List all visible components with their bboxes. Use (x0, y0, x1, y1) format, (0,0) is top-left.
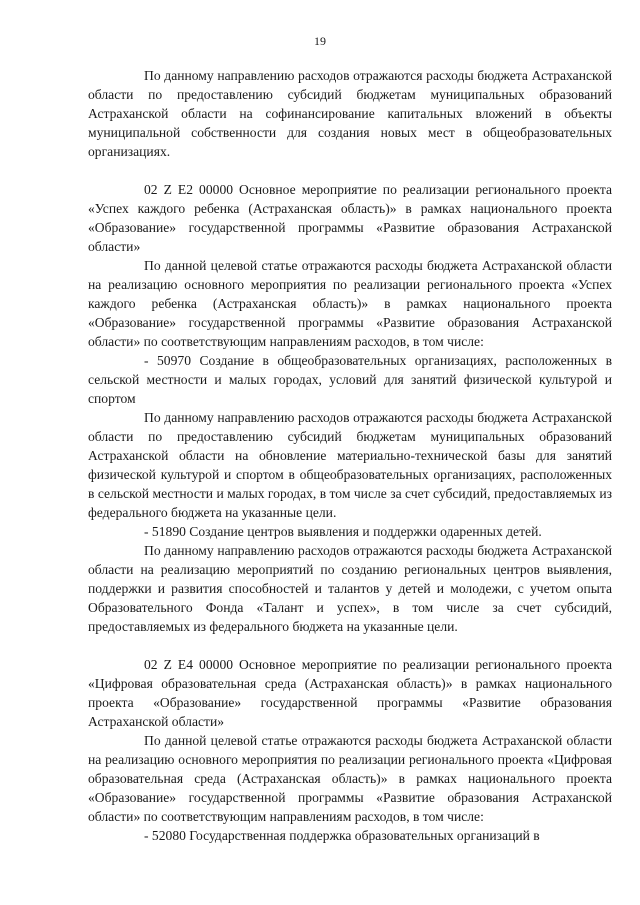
section-gap (88, 636, 612, 655)
paragraph-e4-description: По данной целевой статье отражаются расходы бюджета Астраханской области на реализацию основного мероприятия по реализации регионального проекта «Цифровая образовательная среда (Астраханская область)» в рамках национального проекта «Образование» государственной программы «Развитие образования Астраханской области» по соответствующим направлениям расходов, в том числе: (88, 733, 612, 824)
paragraph-e4-heading: 02 Z E4 00000 Основное мероприятие по реализации регионального проекта «Цифровая образовательная среда (Астраханская область)» в рамках национального проекта «Образование» государственной программы «Развитие образования Астраханской области» (88, 657, 612, 729)
paragraph-expenses-capital-investments: По данному направлению расходов отражаются расходы бюджета Астраханской области по предоставлению субсидий бюджетам муниципальных образований Астраханской области на софинансирование капитальных вложений в объекты муниципальной собственности для создания новых мест в общеобразовательных организациях. (88, 68, 612, 159)
paragraph-e2-description: По данной целевой статье отражаются расходы бюджета Астраханской области на реализацию основного мероприятия по реализации регионального проекта «Успех каждого ребенка (Астраханская область)» в рамках национального проекта «Образование» государственной программы «Развитие образования Астраханской области» по соответствующим направлениям расходов, в том числе: (88, 258, 612, 349)
page-number: 19 (314, 34, 326, 48)
paragraph-50970-description: По данному направлению расходов отражаются расходы бюджета Астраханской области по предоставлению субсидий бюджетам муниципальных образований Астраханской области на обновление материально-технической базы для занятий физической культурой и спортом в общеобразовательных организациях, расположенных в сельской местности и малых городах, в том числе за счет субсидий, предоставляемых из федерального бюджета на указанные цели. (88, 410, 612, 520)
document-body (88, 66, 612, 845)
paragraph-item-51890: - 51890 Создание центров выявления и поддержки одаренных детей. (144, 524, 542, 539)
paragraph-e2-heading: 02 Z E2 00000 Основное мероприятие по реализации регионального проекта «Успех каждого ребенка (Астраханская область)» в рамках национального проекта «Образование» государственной программы «Развитие образования Астраханской области» (88, 182, 612, 254)
paragraph-item-50970: - 50970 Создание в общеобразовательных организациях, расположенных в сельской местности и малых городах, условий для занятий физической культурой и спортом (88, 353, 612, 406)
paragraph-51890-description: По данному направлению расходов отражаются расходы бюджета Астраханской области на реализацию мероприятий по созданию региональных центров выявления, поддержки и развития способностей и талантов у детей и молодежи, с учетом опыта Образовательного Фонда «Талант и успех», в том числе за счет субсидий, предоставляемых из федерального бюджета на указанные цели. (88, 543, 612, 634)
section-gap (88, 161, 612, 180)
paragraph-item-52080: - 52080 Государственная поддержка образовательных организаций в (144, 828, 540, 843)
